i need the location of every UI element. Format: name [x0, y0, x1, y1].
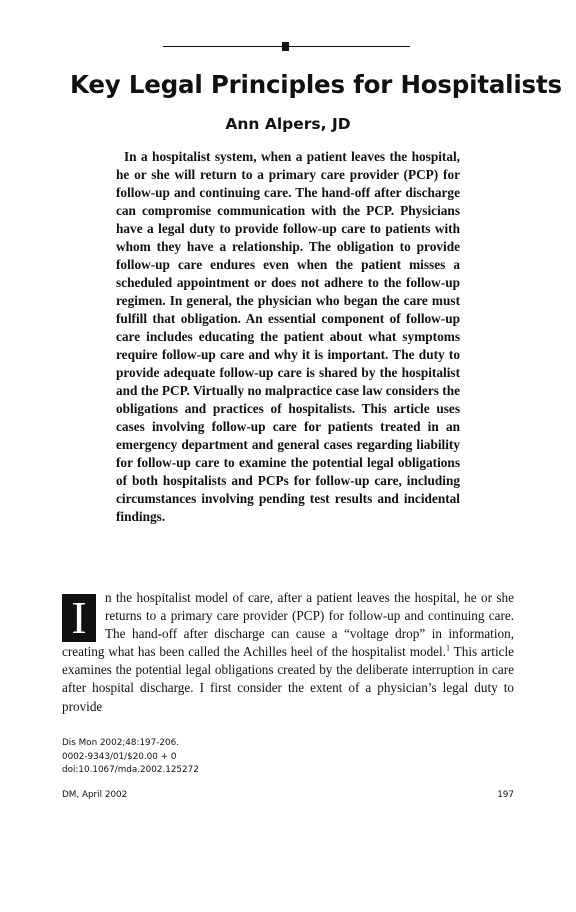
body-paragraph — [62, 589, 514, 716]
citation-block — [62, 737, 362, 778]
footnote-reference[interactable]: 1 — [446, 643, 450, 653]
body-text-part-2: This article examines the potential legal obligations created by the deliberate interruption in care after hospital discharge. I first consider the extent of a physician’s legal duty to provide — [62, 644, 514, 714]
citation-journal: Dis Mon 2002;48:197-206. — [62, 738, 180, 748]
drop-cap: I — [62, 594, 96, 642]
header-rule-marker — [282, 42, 289, 51]
page-number: 197 — [497, 790, 514, 800]
article-author: Ann Alpers, JD — [225, 115, 351, 133]
article-title: Key Legal Principles for Hospitalists — [70, 70, 562, 99]
article-abstract: In a hospitalist system, when a patient leaves the hospital, he or she will return to a primary care provider (PCP) for follow-up and continuing care. The hand-off after discharge can compromise communication with the PCP. Physicians have a legal duty to provide follow-up care to patients with whom they have a relationship. The obligation to provide follow-up care endures even when the patient misses a scheduled appointment or does not adhere to the follow-up regimen. In general, the physician who began the care must fulfill that obligation. An essential component of follow-up care includes educating the patient about what symptoms require follow-up care and why it is important. The duty to provide adequate follow-up care is shared by the hospitalist and the PCP. Virtually no malpractice case law considers the obligations and practices of hospitalists. This article uses cases involving follow-up care for patients treated in an emergency department and general cases regarding liability for follow-up care to examine the potential legal obligations of both hospitalists and PCPs for follow-up care, including circumstances involving pending test results and incidental findings. — [116, 149, 460, 524]
citation-doi: doi:10.1067/mda.2002.125272 — [62, 765, 199, 775]
citation-issn: 0002-9343/01/$20.00 + 0 — [62, 751, 177, 762]
body-text-part-1: n the hospitalist model of care, after a patient leaves the hospital, he or she returns to a primary care provider (PCP) for follow-up and continuing care. The hand-off after discharge can cause a “voltage drop” in information, creating what has been called the Achilles heel of the hospitalist model. — [62, 590, 514, 660]
footer-journal-date: DM, April 2002 — [62, 790, 128, 800]
